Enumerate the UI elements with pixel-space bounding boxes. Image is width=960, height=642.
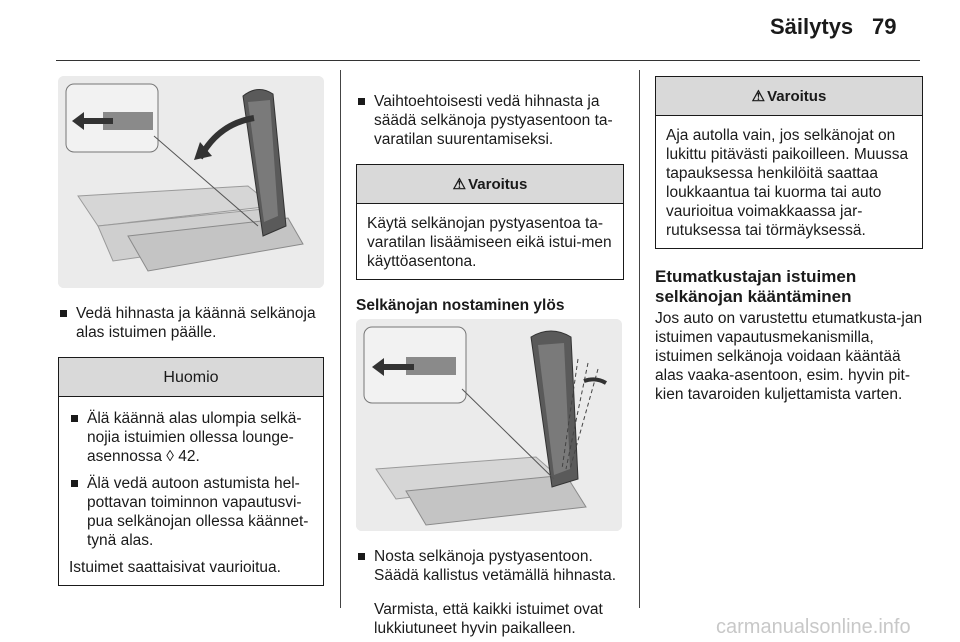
figure-fold-seatback [58, 76, 324, 288]
section-heading: Selkänojan nostaminen ylös [356, 297, 565, 314]
warning-box-header [656, 77, 922, 116]
note-item-2 [69, 474, 313, 550]
bullet-square-icon [60, 310, 67, 317]
bullet-square-icon [358, 553, 365, 560]
note-box-title: Huomio [59, 358, 323, 397]
note-closing: Istuimet saattaisivat vaurioitua. [69, 559, 281, 576]
warning-text: Käytä selkänojan pystyasentoa ta-varatilan lisäämiseen eikä istui-men käyttöasentona. [367, 215, 612, 270]
warning-triangle-icon: ⚠ [452, 175, 467, 193]
bullet-item [356, 92, 624, 149]
figure-raise-seatback [356, 319, 622, 531]
bullet-item [356, 547, 624, 585]
bullet-text: Vedä hihnasta ja käännä selkänoja alas istuimen päälle. [76, 304, 316, 341]
warning-box [655, 76, 923, 249]
column-2 [356, 76, 624, 638]
warning-box-header [357, 165, 623, 204]
column-3 [655, 76, 923, 404]
body-paragraph: Varmista, että kaikki istuimet ovat lukkiutuneet hyvin paikalleen. [374, 601, 603, 637]
bullet-square-icon [71, 415, 78, 422]
bullet-item [58, 304, 324, 342]
column-separator-1 [340, 70, 341, 608]
warning-triangle-icon: ⚠ [751, 87, 766, 105]
header-rule [56, 60, 920, 61]
section-heading: Etumatkustajan istuimen selkänojan kääntäminen [655, 267, 857, 306]
header-title: Säilytys [770, 14, 854, 39]
bullet-square-icon [71, 480, 78, 487]
warning-box [356, 164, 624, 280]
column-separator-2 [639, 70, 640, 608]
note-item-text: Älä vedä autoon astumista hel-pottavan toiminnon vapautusvi-pua selkänojan ollessa käännet-tynä alas. [87, 475, 309, 549]
bullet-text: Nosta selkänoja pystyasentoon. Säädä kallistus vetämällä hihnasta. [374, 547, 617, 584]
page-number: 79 [872, 14, 897, 39]
warning-text: Aja autolla vain, jos selkänojat on lukittu pitävästi paikoilleen. Muussa tapauksessa henkilöitä saattaa loukkaantua tai kuorma tai auto vaurioitua voimakkaassa jar-rutuksessa tai törmäyksessä. [666, 127, 909, 239]
column-1 [58, 76, 324, 586]
warning-box-title: Varoitus [767, 87, 827, 105]
note-item-1 [69, 409, 313, 466]
note-box-huomio [58, 357, 324, 586]
note-item-text: Älä käännä alas ulompia selkä-nojia istuimien ollessa lounge-asennossa ◊ 42. [87, 410, 302, 465]
bullet-text: Vaihtoehtoisesti vedä hihnasta ja säädä selkänoja pystyasentoon ta-varatilan suurentamiseksi. [374, 92, 613, 148]
body-paragraph: Jos auto on varustettu etumatkusta-jan istuimen vapautusmekanismilla, istuimen selkänoja voidaan kääntää alas vaaka-asentoon, esim. hyvin pit-kien tavaroiden kuljettamista varten. [655, 310, 923, 403]
bullet-square-icon [358, 98, 365, 105]
warning-box-title: Varoitus [468, 175, 528, 193]
watermark: carmanualsonline.info [716, 616, 911, 638]
